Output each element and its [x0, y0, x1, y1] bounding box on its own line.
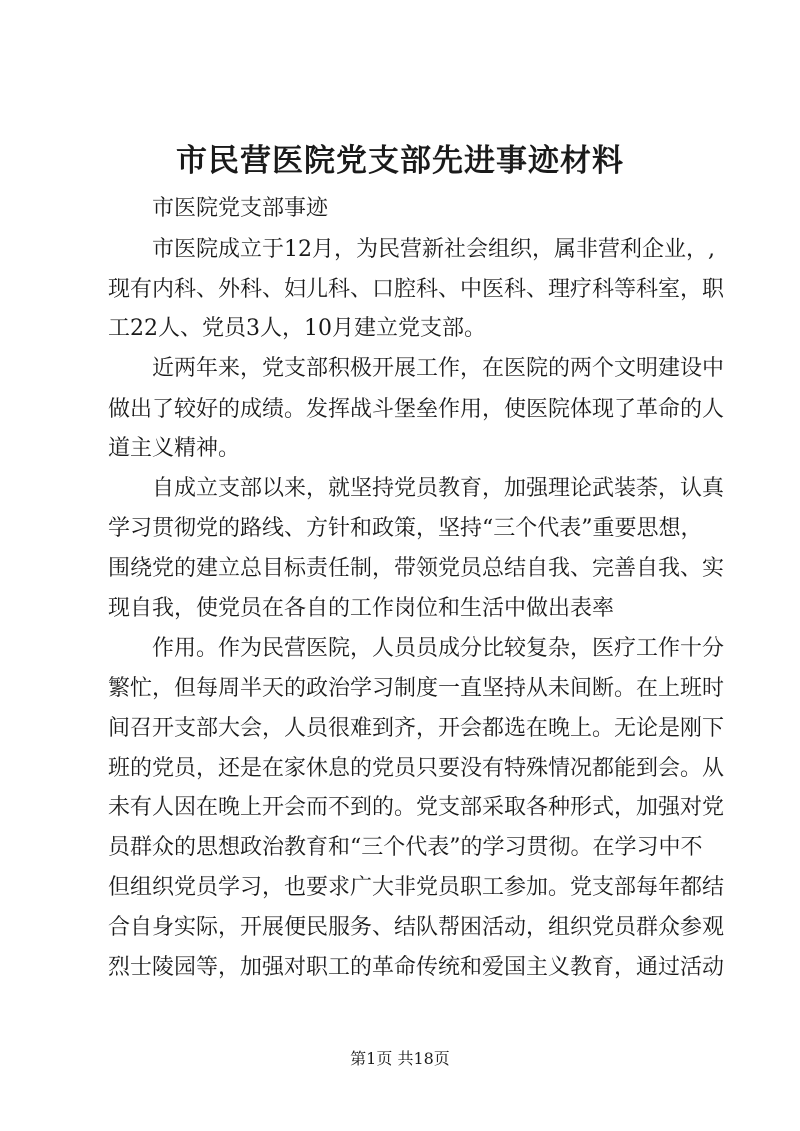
paragraph-line: 市医院成立于12月，为民营新社会组织，属非营利企业，,: [152, 237, 715, 262]
paragraph-line: 做出了较好的成绩。发挥战斗堡垒作用，使医院体现了革命的人: [108, 397, 725, 422]
paragraph-line: 员群众的思想政治教育和“三个代表”的学习贯彻。在学习中不: [108, 835, 703, 860]
paragraph-line: 工22人、党员3人，10月建立党支部。: [108, 316, 486, 341]
page-number-footer: 第1页 共18页: [350, 1049, 450, 1068]
paragraph-line: 间召开支部大会，人员很难到齐，开会都选在晚上。无论是刚下: [108, 716, 725, 741]
paragraph-line: 班的党员，还是在家休息的党员只要没有特殊情况都能到会。从: [108, 756, 725, 781]
paragraph-line: 未有人因在晚上开会而不到的。党支部采取各种形式，加强对党: [108, 795, 725, 820]
paragraph-line: 合自身实际，开展便民服务、结队帮困活动，组织党员群众参观: [108, 915, 725, 940]
paragraph-line: 但组织党员学习，也要求广大非党员职工参加。党支部每年都结: [108, 875, 725, 900]
paragraph-line: 学习贯彻党的路线、方针和政策，坚持“三个代表”重要思想，: [108, 516, 703, 541]
document-title: 市民营医院党支部先进事迹材料: [176, 143, 624, 179]
paragraph-line: 道主义精神。: [108, 436, 241, 461]
paragraph-line: 烈士陵园等，加强对职工的革命传统和爱国主义教育，通过活动: [108, 955, 725, 980]
paragraph-line: 自成立支部以来，就坚持党员教育，加强理论武装荼，认真: [152, 476, 725, 501]
paragraph-line: 作用。作为民营医院，人员员成分比较复杂，医疗工作十分: [152, 636, 725, 661]
paragraph-line: 近两年来，党支部积极开展工作，在医院的两个文明建设中: [152, 356, 725, 381]
paragraph-line: 现有内科、外科、妇儿科、口腔科、中医科、理疗科等科室，职: [108, 277, 725, 302]
paragraph-line: 繁忙，但每周半天的政治学习制度一直坚持从未间断。在上班时: [108, 676, 725, 701]
paragraph-line: 现自我，使党员在各自的工作岗位和生活中做出表率: [108, 596, 615, 621]
paragraph-line: 围绕党的建立总目标责任制，带领党员总结自我、完善自我、实: [108, 556, 725, 581]
paragraph-line: 市医院党支部事迹: [152, 196, 329, 221]
